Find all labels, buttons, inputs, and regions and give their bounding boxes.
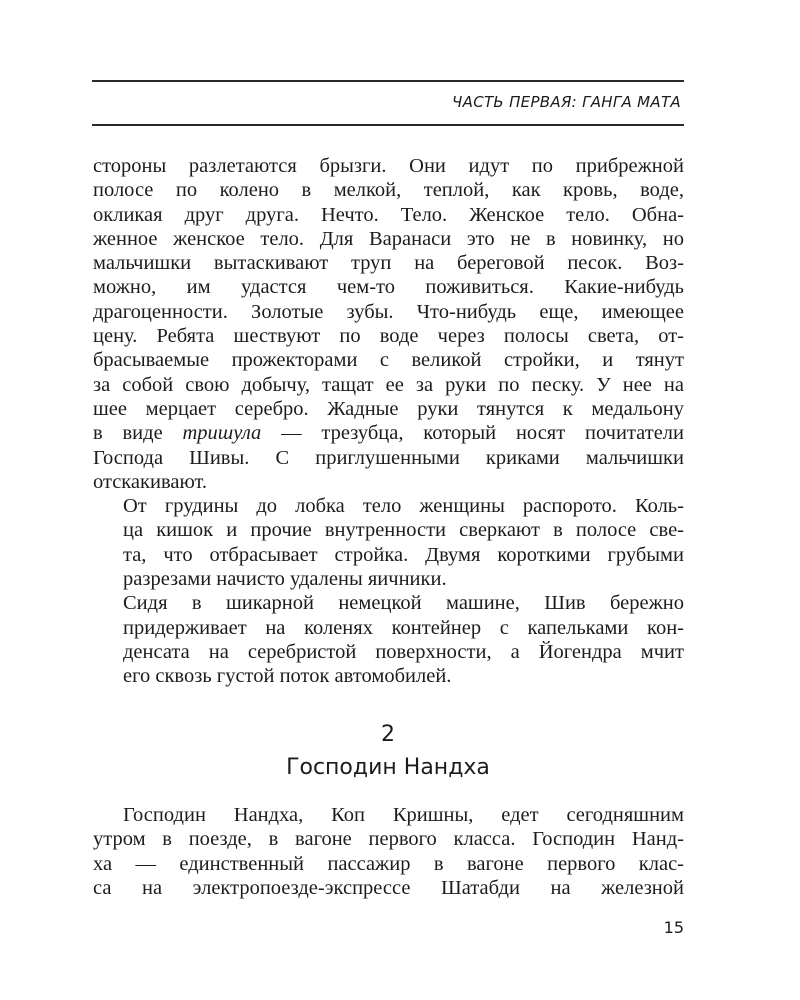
text-line: мальчишки вытаскивают труп на береговой песок. Воз- bbox=[93, 252, 684, 275]
page-number: 15 bbox=[663, 918, 684, 937]
text-line: са на электропоезде-экспрессе Шатабди на железной bbox=[93, 876, 684, 899]
text-line: шее мерцает серебро. Жадные руки тянутся к медальону bbox=[93, 397, 684, 420]
text-line: брасываемые прожекторами с великой стройки, и тянут bbox=[93, 349, 684, 372]
paragraph-3 bbox=[93, 591, 684, 688]
text-line: та, что отбрасывает стройка. Двумя короткими грубыми bbox=[123, 543, 684, 566]
text-line: ца кишок и прочие внутренности сверкают в полосе све- bbox=[123, 519, 684, 542]
text-line: цену. Ребята шествуют по воде через полосы света, от- bbox=[93, 325, 684, 348]
chapter-number: 2 bbox=[381, 722, 395, 747]
text-fragment: в виде bbox=[93, 422, 183, 445]
text-line: придерживает на коленях контейнер с капельками кон- bbox=[123, 616, 684, 639]
text-line-trishula bbox=[93, 421, 684, 445]
chapter-title: Господин Нандха bbox=[286, 755, 490, 780]
text-line: Господа Шивы. С приглушенными криками мальчишки bbox=[93, 446, 684, 469]
italic-term: тришула bbox=[182, 422, 262, 445]
paragraph-2 bbox=[93, 494, 684, 591]
text-line: стороны разлетаются брызги. Они идут по прибрежной bbox=[93, 155, 684, 177]
text-fragment: — трезубца, который носят почитатели bbox=[261, 422, 685, 445]
text-line: утром в поезде, в вагоне первого класса. Господин Нанд- bbox=[93, 828, 684, 851]
text-line: Сидя в шикарной немецкой машине, Шив бережно bbox=[123, 592, 684, 615]
text-line: Господин Нандха, Коп Кришны, едет сегодняшним bbox=[123, 804, 684, 826]
text-line: за собой свою добычу, тащат ее за руки по песку. У нее на bbox=[93, 373, 684, 396]
text-line: От грудины до лобка тело женщины распорото. Коль- bbox=[123, 495, 684, 518]
paragraph-1 bbox=[93, 154, 684, 494]
running-head: ЧАСТЬ ПЕРВАЯ: ГАНГА МАТА bbox=[452, 93, 681, 111]
text-line: отскакивают. bbox=[93, 470, 208, 493]
text-line: ха — единственный пассажир в вагоне первого клас- bbox=[93, 852, 684, 875]
text-line: его сквозь густой поток автомобилей. bbox=[123, 665, 452, 688]
chapter-opening-paragraph bbox=[93, 803, 684, 900]
text-line: полосе по колено в мелкой, теплой, как кровь, воде, bbox=[93, 179, 684, 202]
text-line: разрезами начисто удалены яичники. bbox=[123, 568, 447, 591]
header-rule-bottom bbox=[92, 124, 684, 126]
text-line: можно, им удастся чем-то поживиться. Какие-нибудь bbox=[93, 276, 684, 299]
text-line: драгоценности. Золотые зубы. Что-нибудь еще, имеющее bbox=[93, 300, 684, 323]
text-line: окликая друг друга. Нечто. Тело. Женское тело. Обна- bbox=[93, 203, 684, 226]
header-rule-top bbox=[92, 80, 684, 82]
text-line: денсата на серебристой поверхности, а Йогендра мчит bbox=[123, 640, 684, 663]
text-line: женное женское тело. Для Варанаси это не в новинку, но bbox=[93, 227, 684, 250]
body-text bbox=[93, 154, 684, 689]
